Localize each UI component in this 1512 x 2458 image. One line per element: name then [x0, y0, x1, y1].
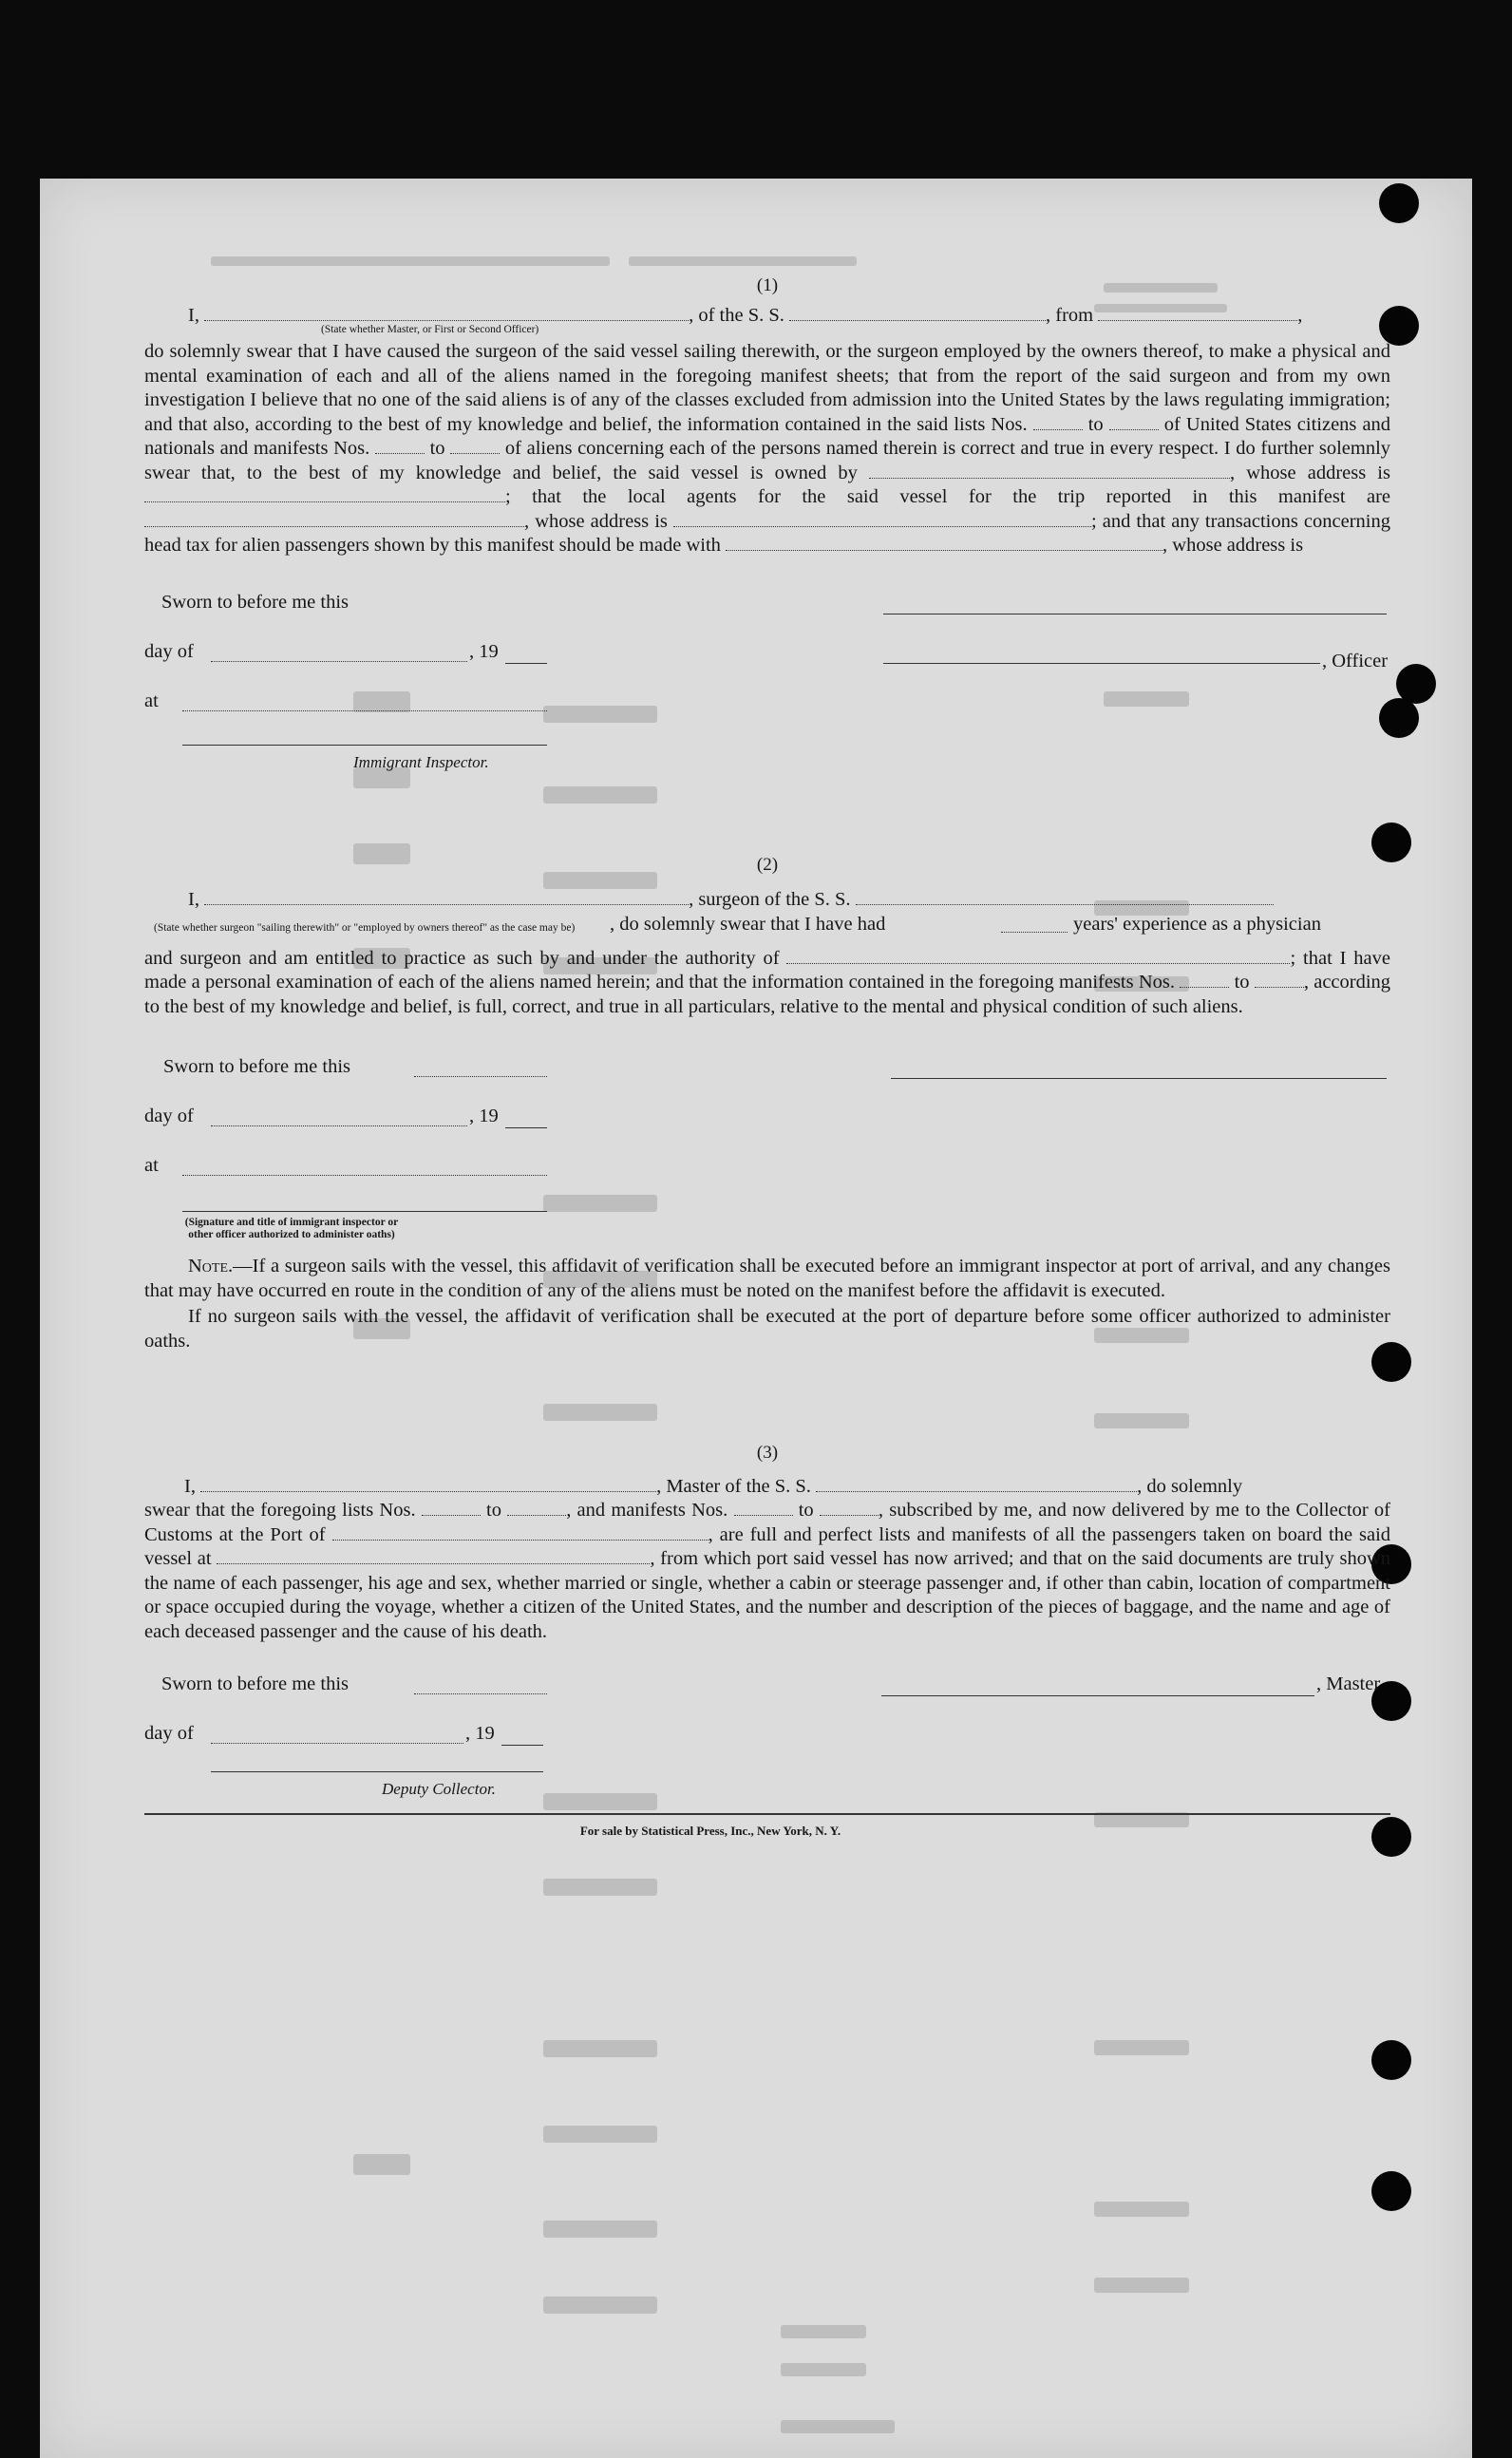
sworn-label: Sworn to before me this: [161, 591, 349, 613]
at-label: at: [144, 690, 159, 711]
text-i: I,: [184, 1475, 196, 1497]
section-1-master-affidavit: (1) I, , of the S. S. , from , (State whether Master, or First or Second Officer) do solemnly swear that I have caused the surgeon of the said vessel sailing therewith, or the surgeon employed by the owners thereof, to make a physical and mental examination of each and all of the aliens named in the foregoing manifest sheets; that from the report of the said surgeon and from my own investigation I believe that no one of the said aliens is of any of the classes excluded from admission into the United States by the laws regulating immigration; and that also, according to the best of my knowledge and belief, the information contained in the said lists Nos. to of United States citizens and nationals and manifests Nos. to of aliens concerning each of the persons named therein is correct and true in every respect. I do further solemnly swear that, to the best of my knowledge and belief, the said vessel is owned by , whose address is ; that the local agents for the said vessel for the trip reported in this manifest are , whose address is ; and that any transactions concerning head tax for alien passengers shown by this manifest should be made with , whose address is Sworn to before me this day of , 19 , Officer at Immigrant Inspector.: [144, 274, 1390, 777]
sworn-row: [144, 1657, 1390, 1707]
affidavit-text: , and manifests Nos.: [566, 1500, 728, 1521]
departure-port-field[interactable]: [1098, 305, 1297, 321]
affidavit-text: and surgeon and am entitled to practice as such by and under the authority of: [144, 947, 780, 969]
day-row: [144, 1707, 1390, 1756]
alien-manifest-to-field[interactable]: [450, 438, 500, 454]
affidavit-text: manifests of all the passengers taken on board the said vessel at: [144, 1523, 1391, 1569]
binder-hole: [1371, 2171, 1411, 2211]
head-tax-party-field[interactable]: [726, 535, 1162, 551]
day-row: [144, 625, 1390, 674]
text-to: to: [486, 1500, 501, 1521]
manifests-from-field[interactable]: [734, 1500, 793, 1516]
note-text: If no surgeon sails with the vessel, the affidavit of verification shall be executed at the port of departure before some officer authorized to administer oaths.: [144, 1306, 1390, 1352]
text-from: , from: [1046, 304, 1094, 326]
binder-hole: [1379, 183, 1419, 223]
years-experience-field[interactable]: [1001, 917, 1068, 933]
affidavit-text: , from which: [650, 1548, 751, 1569]
day-of-label: day of: [144, 1106, 194, 1126]
affidavit-text: that I have made a personal examination of each of the aliens named herein; and that the information contained in the foregoing manifests Nos.: [144, 947, 1391, 993]
vessel-name-field[interactable]: [789, 305, 1046, 321]
citizen-list-to-field[interactable]: [1109, 414, 1159, 430]
text-i: I,: [188, 304, 199, 326]
officer-name-field[interactable]: [204, 305, 689, 321]
note: [144, 1255, 1390, 1353]
text-to: to: [429, 438, 445, 459]
affidavit-text: years' experience as a physician: [1073, 913, 1321, 935]
manifests-to-field[interactable]: [820, 1500, 879, 1516]
affidavit-text: port said vessel has now arrived; and that on the said documents are truly shown the name of each passenger, his age and sex, whether married or single, whether a cabin or steerage passenger and, if other than cabin, location of compartment or space occupied during the voyage, whether a citizen of the United States, and the number and description of the pieces of baggage, and the name and age of each deceased passenger and the cause of his death.: [144, 1548, 1391, 1642]
sworn-label: Sworn to before me this: [161, 1673, 349, 1694]
sworn-date-field[interactable]: [414, 1061, 547, 1077]
year-field[interactable]: [505, 663, 547, 664]
officer-caption: (State whether Master, or First or Second Officer): [321, 324, 539, 335]
day-field[interactable]: [211, 646, 467, 662]
text-master-of: , Master of the S. S.: [656, 1475, 811, 1497]
at-row: [144, 674, 1390, 724]
signature-row: [144, 1188, 1390, 1247]
inspector-signature-line[interactable]: [182, 1211, 547, 1212]
sworn-row: [144, 576, 1390, 625]
owner-field[interactable]: [869, 463, 1230, 479]
affidavit-text: , are full and perfect lists and: [708, 1523, 945, 1545]
authority-field[interactable]: [786, 948, 1290, 964]
affidavits: [144, 274, 1390, 1844]
affidavit-text: , do solemnly swear that I have had: [610, 913, 886, 935]
text-to: to: [798, 1500, 814, 1521]
affidavit-text: , subscribed by me, and now: [878, 1500, 1106, 1521]
owner-address-field[interactable]: [144, 486, 505, 502]
day-of-label: day of: [144, 640, 194, 662]
affidavit-text: swear that the foregoing lists Nos.: [144, 1500, 416, 1521]
at-label: at: [144, 1155, 159, 1176]
alien-manifest-from-field[interactable]: [375, 438, 425, 454]
manifest-sheet: [40, 179, 1472, 2458]
affidavit-text: of aliens concerning each of the persons named therein is correct and true in every respect. I do further solemnly swear that, to the best of my knowledge and belief, the said vessel is owned by: [144, 438, 1391, 483]
year-label: , 19: [469, 1106, 499, 1126]
master-name-field[interactable]: [200, 1476, 656, 1492]
note-label: Note.: [188, 1256, 234, 1276]
affidavit-text: , according to the best of my knowledge and belief, is full, correct, and true in all particulars, relative to the mental and physical condition of such aliens.: [144, 972, 1391, 1017]
vessel-name-field[interactable]: [856, 889, 1274, 905]
lists-from-field[interactable]: [422, 1500, 481, 1516]
year-label: , 19: [465, 1723, 495, 1744]
vessel-name-field[interactable]: [816, 1476, 1137, 1492]
customs-port-field[interactable]: [332, 1524, 709, 1541]
printer-imprint: For sale by Statistical Press, Inc., New York, N. Y.: [579, 1824, 841, 1838]
inspector-label: Immigrant Inspector.: [353, 752, 489, 771]
local-agents-field[interactable]: [144, 511, 524, 527]
affidavit-text: ; and that any transactions concerning head tax for alien passengers shown by this manifest should be made with: [144, 510, 1390, 556]
manifest-to-field[interactable]: [1255, 972, 1304, 988]
embarkation-port-field[interactable]: [217, 1548, 650, 1564]
affidavit-text: whose address is: [535, 510, 668, 532]
sworn-label: Sworn to before me this: [163, 1056, 350, 1077]
section-2-surgeon-affidavit: (2) I, , surgeon of the S. S. (State whether surgeon "sailing therewith" or "employed by owners thereof" as the case may be) , do solemnly swear that I have had years' experience as a physician and surgeon and am entitled to practice as such by and under the authority of ; that I have made a personal examination of each of the aliens named herein; and that the information contained in the foregoing manifests Nos. to , according to the best of my knowledge and belief, is full, correct, and true in all particulars, relative to the mental and physical condition of such aliens. Sworn to before me this day of , 19 at (Signature and title of immigrant inspector or other officer authorized to administer oaths): [144, 853, 1390, 1248]
affidavit-text: do solemnly swear that I have caused the surgeon of the said vessel sailing therewith, or the surgeon employed by the owners thereof, to make a physical and mental examination of each and all of the aliens named in the foregoing manifest sheets; that from the report of the said surgeon and from my own investigation I believe that no one of the said aliens is of any of the classes excluded from admission into the United States by the laws regulating immigration; and that also, according to the best of my knowledge and belief, the information contained in the said lists Nos.: [144, 341, 1390, 435]
day-row: [144, 1089, 1390, 1139]
day-of-label: day of: [144, 1723, 194, 1744]
section-number: (3): [756, 1443, 779, 1463]
affidavit-text: , whose address is: [1162, 535, 1304, 556]
day-field[interactable]: [211, 1728, 463, 1744]
citizen-list-from-field[interactable]: [1033, 414, 1083, 430]
day-field[interactable]: [211, 1110, 467, 1126]
inspector-signature-line[interactable]: [182, 745, 547, 746]
at-field[interactable]: [182, 1160, 547, 1176]
affidavit-text: , whose address is: [1230, 462, 1390, 483]
inspector-row: [144, 724, 1390, 777]
section-number: (1): [756, 275, 779, 295]
affidavit-text: that the local agents for the said vessel for the trip reported in this manifest are: [532, 486, 1390, 507]
year-field[interactable]: [501, 1745, 543, 1746]
year-label: , 19: [469, 640, 499, 662]
agent-address-field[interactable]: [673, 511, 1091, 527]
text-to: to: [1234, 972, 1250, 993]
text-surgeon-of: , surgeon of the S. S.: [689, 889, 851, 910]
sworn-date-field[interactable]: [414, 1678, 547, 1694]
section-number: (2): [756, 854, 779, 875]
surgeon-name-field[interactable]: [204, 889, 689, 905]
at-row: [144, 1139, 1390, 1188]
master-label: , Master: [1316, 1673, 1381, 1694]
signature-caption: (Signature and title of immigrant inspector or other officer authorized to administer oaths): [184, 1217, 399, 1240]
binder-hole: [1371, 2040, 1411, 2080]
affidavit-text: of United States citizens and nationals and manifests Nos.: [144, 413, 1391, 459]
deputy-label: Deputy Collector.: [382, 1780, 496, 1798]
surgeon-caption: (State whether surgeon "sailing therewith" or "employed by owners thereof" as the case may be): [154, 921, 576, 934]
officer-label: , Officer: [1322, 650, 1389, 671]
manifest-from-field[interactable]: [1180, 972, 1229, 988]
officer-title-line[interactable]: [883, 663, 1320, 664]
deputy-row: [144, 1756, 1390, 1800]
at-field[interactable]: [182, 695, 547, 711]
text-of-ss: , of the S. S.: [689, 304, 784, 326]
affidavit-text: , do solemnly: [1137, 1475, 1243, 1497]
surgeon-signature-line[interactable]: [891, 1078, 1387, 1079]
note-text: —If a surgeon sails with the vessel, this affidavit of verification shall be executed before an immigrant inspector at port of arrival, and any changes that may have occurred en route in the condition of any of the aliens must be noted on the manifest before the affidavit is executed.: [144, 1256, 1390, 1301]
lists-to-field[interactable]: [507, 1500, 566, 1516]
section-3-master-declaration: [144, 1441, 1390, 1844]
footer-rule: [144, 1813, 1390, 1815]
affidavit-text: delivered by me to the Collector of Customs at the Port of: [144, 1500, 1391, 1545]
deputy-signature-line[interactable]: [211, 1771, 543, 1772]
year-field[interactable]: [505, 1127, 547, 1128]
master-signature-line[interactable]: [881, 1695, 1314, 1696]
text-to: to: [1087, 413, 1104, 435]
sworn-row: [144, 1040, 1390, 1089]
text-i: I,: [188, 889, 199, 910]
